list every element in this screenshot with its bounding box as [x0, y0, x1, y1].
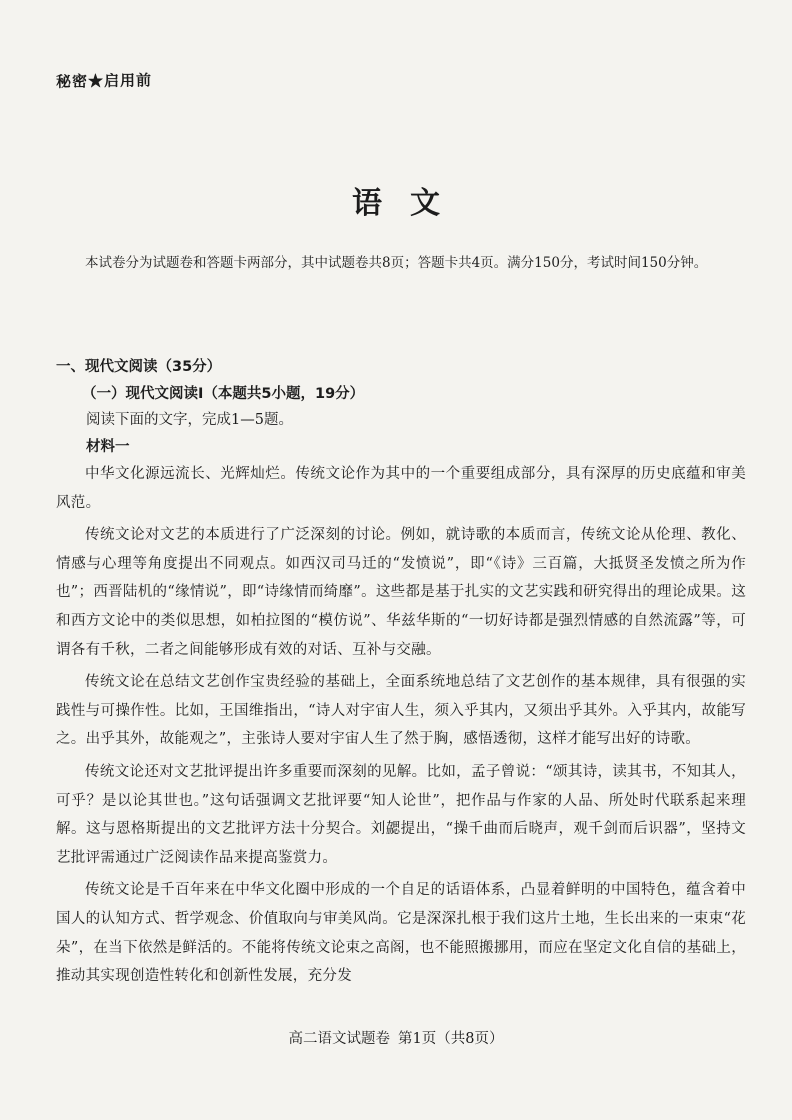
page-footer: [0, 1027, 792, 1048]
instruction-text: 阅读下面的文字，完成1—5题。: [86, 412, 293, 428]
paragraph-5: 传统文论是千百年来在中华文化圈中形成的一个自足的话语体系，凸显着鲜明的中国特色，蕴含着中国人的认知方式、哲学观念、价值取向与审美风尚。它是深深扎根于我们这片土地，生长出来的一束束“花朵”，在当下依然是鲜活的。不能将传统文论束之高阁，也不能照搬挪用，而应在坚定文化自信的基础上，推动其实现创造性转化和创新性发展，充分发: [56, 882, 746, 985]
footer-exam-name: 高二语文试题卷: [288, 1031, 391, 1047]
sub-section-heading: （一）现代文阅读Ⅰ（本题共5小题，19分）: [82, 386, 365, 402]
section-heading: 一、现代文阅读（35分）: [56, 359, 222, 375]
exam-intro: [58, 250, 738, 276]
secret-label: 秘密★启用前: [55, 71, 153, 91]
paragraph-2: 传统文论对文艺的本质进行了广泛深刻的讨论。例如，就诗歌的本质而言，传统文论从伦理、教化、情感与心理等角度提出不同观点。如西汉司马迁的“发愤说”，即“《诗》三百篇，大抵贤圣发愤之所为作也”；西晋陆机的“缘情说”，即“诗缘情而绮靡”。这些都是基于扎实的文艺实践和研究得出的理论成果。这和西方文论中的类似思想，如柏拉图的“模仿说”、华兹华斯的“一切好诗都是强烈情感的自然流露”等，可谓各有千秋，二者之间能够形成有效的对话、互补与交融。: [56, 527, 746, 658]
title-char-1: 语: [352, 186, 382, 221]
paragraph-1: 中华文化源远流长、光辉灿烂。传统文论作为其中的一个重要组成部分，具有深厚的历史底蕴和审美风范。: [56, 466, 746, 511]
paragraph-4: 传统文论还对文艺批评提出许多重要而深刻的见解。比如，孟子曾说：“颂其诗，读其书，不知其人，可乎？是以论其世也。”这句话强调文艺批评要“知人论世”，把作品与作家的人品、所处时代联系起来理解。这与恩格斯提出的文艺批评方法十分契合。刘勰提出，“操千曲而后晓声，观千剑而后识器”，坚持文艺批评需通过广泛阅读作品来提高鉴赏力。: [56, 763, 746, 866]
footer-page-number: 第1页（共8页）: [398, 1031, 504, 1047]
paragraph-3: 传统文论在总结文艺创作宝贵经验的基础上，全面系统地总结了文艺创作的基本规律，具有很强的实践性与可操作性。比如，王国维指出，“诗人对宇宙人生，须入乎其内，又须出乎其外。入乎其内，故能写之。出乎其外，故能观之”，主张诗人要对宇宙人生了然于胸，感悟透彻，这样才能写出好的诗歌。: [56, 674, 746, 748]
page-title: [0, 178, 792, 222]
title-char-2: 文: [410, 186, 440, 221]
intro-text: 本试卷分为试题卷和答题卡两部分，其中试题卷共8页；答题卡共4页。满分150分，考试时间150分钟。: [85, 255, 708, 271]
section-1: [56, 352, 746, 995]
material-label: 材料一: [86, 439, 130, 455]
